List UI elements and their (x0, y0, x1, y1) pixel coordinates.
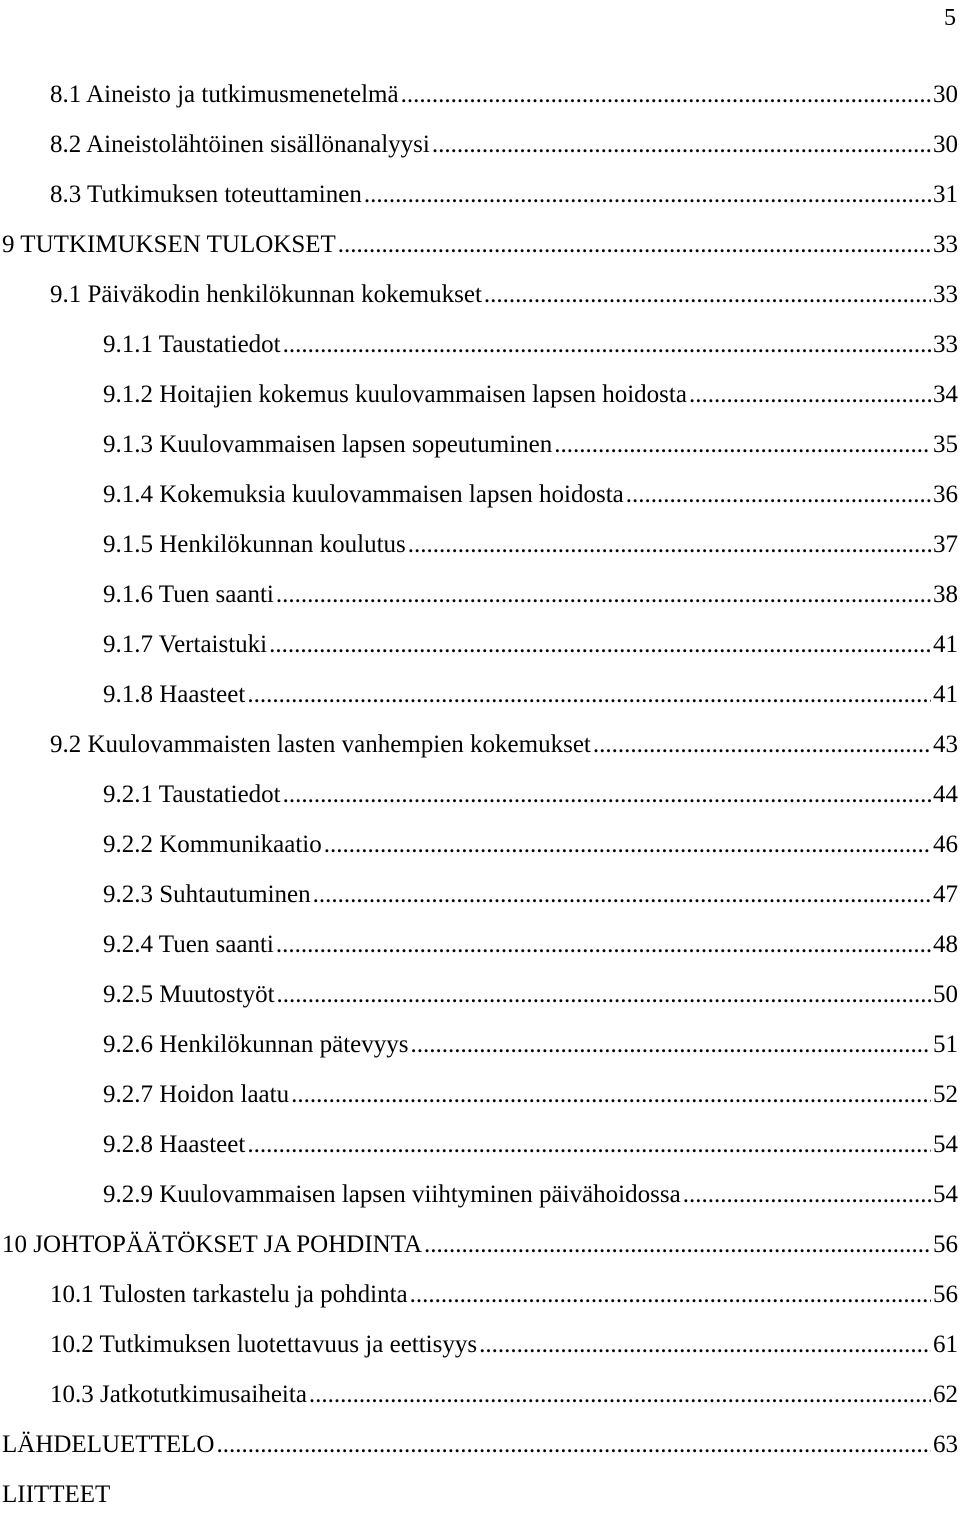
toc-entry-title: 9 TUTKIMUKSEN TULOKSET (2, 231, 336, 258)
dot-leader (247, 670, 931, 720)
dot-leader (364, 170, 931, 220)
toc-entry-title: 9.1 Päiväkodin henkilökunnan kokemukset (50, 281, 482, 308)
toc-entry-page: 31 (933, 181, 958, 208)
dot-leader (324, 820, 931, 870)
toc-entry-page: 44 (933, 781, 958, 808)
dot-leader (479, 1320, 931, 1370)
toc-entry-page: 36 (933, 481, 958, 508)
toc-entry-title: 8.1 Aineisto ja tutkimusmenetelmä (50, 81, 399, 108)
dot-leader (309, 1370, 931, 1420)
dot-leader (626, 470, 931, 520)
toc-entry[interactable] (0, 520, 958, 570)
toc-entry[interactable] (0, 320, 958, 370)
toc-entry-title: 9.2 Kuulovammaisten lasten vanhempien kokemukset (50, 731, 591, 758)
dot-leader (338, 220, 931, 270)
toc-entry-page: 30 (933, 131, 958, 158)
toc-entry[interactable] (0, 170, 958, 220)
dot-leader (411, 1020, 931, 1070)
toc-entry-title: 9.1.3 Kuulovammaisen lapsen sopeutuminen (103, 431, 553, 458)
toc-entry-title: 9.2.2 Kommunikaatio (103, 831, 322, 858)
toc-entry-title: 9.2.1 Taustatiedot (103, 781, 281, 808)
toc-entry-title: 8.3 Tutkimuksen toteuttaminen (50, 181, 362, 208)
dot-leader (269, 620, 931, 670)
toc-entry[interactable] (0, 270, 958, 320)
toc-entry[interactable] (0, 870, 958, 920)
toc-entry[interactable] (0, 670, 958, 720)
toc-entry-page: 34 (933, 381, 958, 408)
toc-entry-title: 9.2.3 Suhtautuminen (103, 881, 311, 908)
dot-leader (247, 1120, 931, 1170)
toc-entry-page: 37 (933, 531, 958, 558)
dot-leader (276, 570, 931, 620)
toc-entry[interactable] (0, 620, 958, 670)
toc-entry-page: 62 (933, 1381, 958, 1408)
dot-leader (283, 320, 931, 370)
toc-entry-page: 56 (933, 1231, 958, 1258)
toc-entry[interactable] (0, 820, 958, 870)
toc-entry-page: 51 (933, 1031, 958, 1058)
table-of-contents (0, 70, 958, 1520)
toc-entry-page: 33 (933, 281, 958, 308)
toc-entry[interactable] (0, 770, 958, 820)
toc-entry-title: 10.2 Tutkimuksen luotettavuus ja eettisyys (50, 1331, 478, 1358)
toc-entry-title: 9.1.6 Tuen saanti (103, 581, 274, 608)
toc-entry[interactable] (0, 720, 958, 770)
dot-leader (410, 1270, 931, 1320)
dot-leader (216, 1420, 931, 1470)
dot-leader (291, 1070, 931, 1120)
toc-entry-title: 9.1.8 Haasteet (103, 681, 246, 708)
toc-entry-page: 61 (933, 1331, 958, 1358)
dot-leader (408, 520, 931, 570)
toc-entry-title: LÄHDELUETTELO (2, 1431, 215, 1458)
toc-entry-title: 8.2 Aineistolähtöinen sisällönanalyysi (50, 131, 430, 158)
toc-entry-title: 9.1.7 Vertaistuki (103, 631, 268, 658)
dot-leader (276, 920, 931, 970)
toc-entry[interactable] (0, 1270, 958, 1320)
toc-entry-title: 10.1 Tulosten tarkastelu ja pohdinta (50, 1281, 408, 1308)
toc-entry[interactable] (0, 570, 958, 620)
toc-entry[interactable] (0, 970, 958, 1020)
toc-entry-page: 56 (933, 1281, 958, 1308)
toc-entry-page: 63 (933, 1431, 958, 1458)
toc-entry-title: 9.1.4 Kokemuksia kuulovammaisen lapsen hoidosta (103, 481, 624, 508)
toc-entry-page: 43 (933, 731, 958, 758)
toc-entry[interactable] (0, 1020, 958, 1070)
toc-entry-title: LIITTEET (2, 1481, 111, 1508)
toc-entry[interactable] (0, 120, 958, 170)
dot-leader (593, 720, 931, 770)
dot-leader (689, 370, 931, 420)
toc-entry-title: 9.2.4 Tuen saanti (103, 931, 274, 958)
toc-entry-title: 9.2.8 Haasteet (103, 1131, 246, 1158)
dot-leader (484, 270, 931, 320)
toc-entry-page: 41 (933, 681, 958, 708)
toc-entry-page: 54 (933, 1131, 958, 1158)
dot-leader (313, 870, 931, 920)
toc-entry-title: 9.2.6 Henkilökunnan pätevyys (103, 1031, 409, 1058)
toc-entry-page: 33 (933, 331, 958, 358)
toc-entry-page: 41 (933, 631, 958, 658)
page-number: 5 (944, 5, 956, 31)
toc-entry[interactable] (0, 70, 958, 120)
toc-entry[interactable] (0, 1320, 958, 1370)
toc-entry[interactable] (0, 1420, 958, 1470)
toc-entry-page: 35 (933, 431, 958, 458)
toc-entry[interactable] (0, 1070, 958, 1120)
toc-entry-title: 9.2.5 Muutostyöt (103, 981, 275, 1008)
dot-leader (554, 420, 931, 470)
toc-entry[interactable] (0, 420, 958, 470)
dot-leader (432, 120, 931, 170)
toc-entry-title: 9.1.2 Hoitajien kokemus kuulovammaisen lapsen hoidosta (103, 381, 687, 408)
toc-entry-title: 9.1.5 Henkilökunnan koulutus (103, 531, 406, 558)
toc-entry-page: 38 (933, 581, 958, 608)
toc-entry-title: 10 JOHTOPÄÄTÖKSET JA POHDINTA (2, 1231, 423, 1258)
toc-entry-page: 46 (933, 831, 958, 858)
toc-entry-page: 52 (933, 1081, 958, 1108)
toc-entry-page: 48 (933, 931, 958, 958)
toc-entry[interactable] (0, 370, 958, 420)
dot-leader (277, 970, 931, 1020)
toc-entry-title: 10.3 Jatkotutkimusaiheita (50, 1381, 307, 1408)
toc-entry-title: 9.1.1 Taustatiedot (103, 331, 281, 358)
toc-entry-page: 33 (933, 231, 958, 258)
toc-entry[interactable] (0, 1370, 958, 1420)
toc-entry[interactable] (0, 1220, 958, 1270)
toc-entry-title: 9.2.9 Kuulovammaisen lapsen viihtyminen päivähoidossa (103, 1181, 681, 1208)
toc-entry-title: 9.2.7 Hoidon laatu (103, 1081, 290, 1108)
toc-entry-page: 50 (933, 981, 958, 1008)
dot-leader (401, 70, 931, 120)
toc-entry[interactable] (0, 920, 958, 970)
toc-entry[interactable] (0, 1170, 958, 1220)
toc-entry-page: 54 (933, 1181, 958, 1208)
dot-leader (283, 770, 931, 820)
dot-leader (683, 1170, 931, 1220)
toc-entry[interactable] (0, 1470, 958, 1520)
toc-entry-page: 30 (933, 81, 958, 108)
dot-leader (424, 1220, 931, 1270)
toc-entry[interactable] (0, 1120, 958, 1170)
toc-entry[interactable] (0, 220, 958, 270)
toc-entry[interactable] (0, 470, 958, 520)
toc-entry-page: 47 (933, 881, 958, 908)
